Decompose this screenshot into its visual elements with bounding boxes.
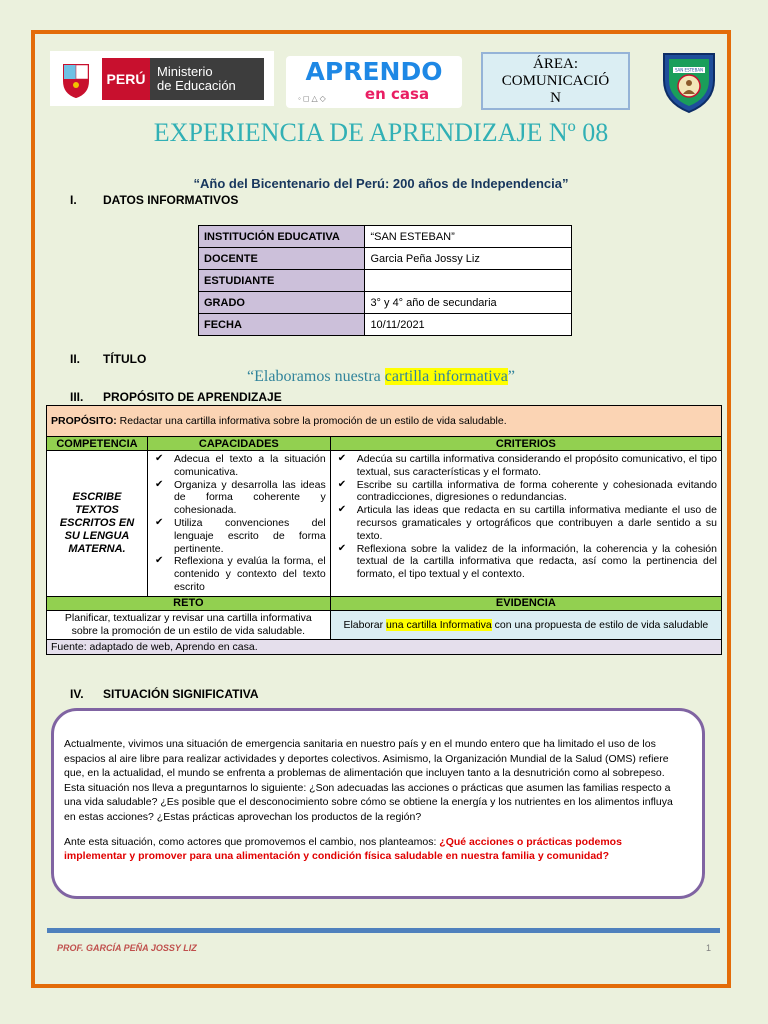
main-title: EXPERIENCIA DE APRENDIZAJE Nº 08 bbox=[153, 118, 609, 147]
datos-row bbox=[199, 314, 572, 336]
section-titulo-heading bbox=[70, 352, 146, 366]
competencia-cell: ESCRIBE TEXTOS ESCRITOS EN SU LENGUA MATERNA. bbox=[47, 451, 148, 597]
datos-table bbox=[198, 225, 572, 336]
datos-value: 3° y 4° año de secundaria bbox=[365, 292, 572, 314]
evidencia-highlight: una cartilla Informativa bbox=[386, 618, 492, 631]
criterio-item: ✔ Adecúa su cartilla informativa considerando el propósito comunicativo, el tipo textual, sus características y el formato. bbox=[335, 453, 717, 479]
datos-key: FECHA bbox=[199, 314, 365, 336]
section-num: I. bbox=[70, 193, 77, 207]
title-open: “Elaboramos nuestra bbox=[247, 368, 385, 385]
title-highlight: cartilla informativa bbox=[384, 368, 508, 385]
situacion-box bbox=[51, 708, 705, 899]
evidencia-pre: Elaborar bbox=[343, 618, 387, 631]
capacidad-item: ✔ Utiliza convenciones del lenguaje escrito de forma pertinente. bbox=[152, 517, 326, 555]
datos-value: Garcia Peña Jossy Liz bbox=[365, 248, 572, 270]
section-label: SITUACIÓN SIGNIFICATIVA bbox=[103, 687, 259, 701]
header-competencia: COMPETENCIA bbox=[47, 437, 148, 451]
datos-key: ESTUDIANTE bbox=[199, 270, 365, 292]
criterios-list bbox=[331, 451, 721, 583]
page-number: 1 bbox=[706, 943, 712, 953]
ministerio-line1: Ministerio bbox=[157, 63, 213, 79]
capacidad-item: ✔ Adecua el texto a la situación comunicativa. bbox=[152, 453, 326, 479]
evidencia-cell bbox=[330, 610, 721, 639]
datos-value bbox=[365, 270, 572, 292]
criterio-item: ✔ Articula las ideas que redacta en su cartilla informativa mediante el uso de recursos gramaticales y ortográficos que contribuyen a darle sentido a su texto. bbox=[335, 504, 717, 542]
capacidad-item: ✔ Reflexiona y evalúa la forma, el contenido y contexto del texto escrito bbox=[152, 555, 326, 593]
en-casa-text: en casa bbox=[364, 85, 430, 103]
aprendo-text: APRENDO bbox=[305, 57, 443, 86]
datos-row bbox=[199, 248, 572, 270]
header-reto: RETO bbox=[47, 596, 331, 610]
reto-cell: Planificar, textualizar y revisar una cartilla informativa sobre la promoción de un estilo de vida saludable. bbox=[47, 610, 331, 639]
datos-key: INSTITUCIÓN EDUCATIVA bbox=[199, 226, 365, 248]
area-label: ÁREA: bbox=[533, 56, 578, 72]
shield-text: SAN ESTEBAN bbox=[674, 67, 704, 73]
section-label: PROPÓSITO DE APRENDIZAJE bbox=[103, 390, 282, 404]
criterio-item: ✔ Escribe su cartilla informativa de forma coherente y cohesionada evitando contradicciones, digresiones o redundancias. bbox=[335, 479, 717, 505]
capacidad-item: ✔ Organiza y desarrolla las ideas de forma coherente y cohesionada. bbox=[152, 479, 326, 517]
evidencia-post: con una propuesta de estilo de vida saludable bbox=[491, 618, 709, 631]
footer-author: PROF. GARCÍA PEÑA JOSSY LIZ bbox=[57, 943, 197, 953]
proposito-text: Redactar una cartilla informativa sobre la promoción de un estilo de vida saludable. bbox=[116, 415, 507, 427]
proposito-row bbox=[47, 406, 722, 437]
datos-key: GRADO bbox=[199, 292, 365, 314]
header-evidencia: EVIDENCIA bbox=[330, 596, 721, 610]
datos-row bbox=[199, 270, 572, 292]
section-datos-heading bbox=[70, 193, 238, 207]
capacidades-list bbox=[148, 451, 330, 596]
situacion-question-paragraph bbox=[64, 835, 686, 864]
area-value-line1: COMUNICACIÓ bbox=[501, 73, 610, 89]
situacion-paragraph: Actualmente, vivimos una situación de emergencia sanitaria en nuestro país y en el mundo entero que ha limitado el uso de los espacios al aire libre para realizar actividades y deportes colectivos. Asimismo, la Organización Mundial de la Salud (OMS) refiere que, en la actualidad, el mundo se enfrenta a problemas de alimentación que incluyen tanto a la desnutrición como al sobrepeso. Esta situación nos lleva a preguntarnos lo siguiente: ¿Son adecuadas las acciones o prácticas que asumen las familias respecto a una vida saludable? ¿Es posible que el desconocimiento sobre cómo se obtiene la energía y los nutrientes en los alimentos influya en estas acciones? ¿Estas prácticas aprovechan los productos de la región? bbox=[64, 738, 673, 823]
datos-row bbox=[199, 226, 572, 248]
title-close: ” bbox=[507, 368, 515, 385]
school-shield-icon bbox=[660, 50, 718, 114]
aprendo-shapes-icon: ◦◻△◇ bbox=[298, 94, 328, 103]
section-num: III. bbox=[70, 390, 84, 404]
proposito-label: PROPÓSITO: bbox=[51, 415, 117, 427]
criterio-item: ✔ Reflexiona sobre la validez de la información, la coherencia y la cohesión textual de la cartilla informativa que redacta, así como la pertinencia del formato, el tipo textual y el contexto. bbox=[335, 543, 717, 581]
datos-value: 10/11/2021 bbox=[365, 314, 572, 336]
datos-value: “SAN ESTEBAN” bbox=[365, 226, 572, 248]
section-label: TÍTULO bbox=[103, 352, 147, 366]
datos-key: DOCENTE bbox=[199, 248, 365, 270]
activity-title bbox=[31, 368, 731, 386]
peru-coat-of-arms-icon bbox=[56, 59, 96, 99]
criterios-cell bbox=[330, 451, 721, 597]
proposito-table bbox=[46, 405, 722, 655]
header-capacidades: CAPACIDADES bbox=[147, 437, 330, 451]
minedu-logo bbox=[50, 51, 274, 106]
capacidades-cell bbox=[147, 451, 330, 597]
fuente-row: Fuente: adaptado de web, Aprendo en casa. bbox=[47, 639, 722, 654]
header-criterios: CRITERIOS bbox=[330, 437, 721, 451]
reto-question: ¿Qué acciones o prácticas podemos implementar y promover para una alimentación y condición física saludable en nuestra familia y comunidad? bbox=[64, 835, 622, 863]
area-value-line2: N bbox=[550, 90, 561, 106]
section-situacion-heading bbox=[70, 687, 259, 701]
area-box bbox=[481, 52, 630, 110]
year-motto: “Año del Bicentenario del Perú: 200 años de Independencia” bbox=[193, 176, 569, 191]
section-label: DATOS INFORMATIVOS bbox=[103, 193, 239, 207]
section-proposito-heading bbox=[70, 390, 282, 404]
section-num: II. bbox=[70, 352, 81, 366]
question-intro: Ante esta situación, como actores que promovemos el cambio, nos planteamos: bbox=[64, 835, 440, 848]
peru-label: PERÚ bbox=[102, 58, 150, 100]
aprendo-en-casa-logo bbox=[286, 56, 462, 108]
footer-divider bbox=[47, 928, 720, 933]
datos-row bbox=[199, 292, 572, 314]
ministerio-line2: de Educación bbox=[157, 77, 236, 93]
section-num: IV. bbox=[70, 687, 84, 701]
ministerio-label bbox=[150, 58, 264, 100]
